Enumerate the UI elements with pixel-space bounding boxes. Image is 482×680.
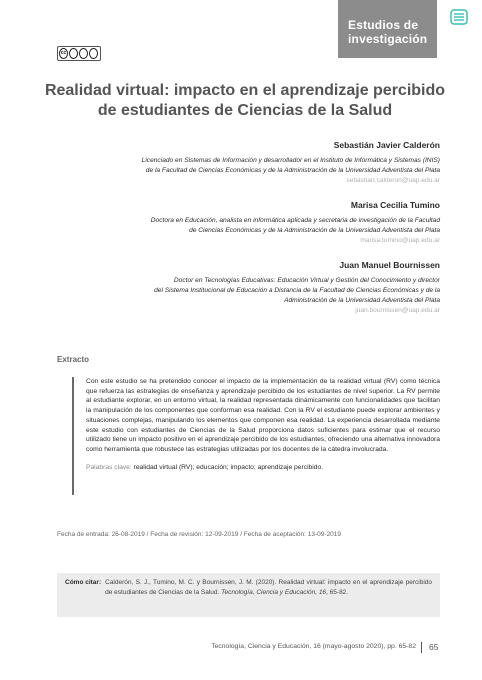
author-affiliation-line: Doctor en Tecnologías Educativas: Educación Virtual y Gestión del Conocimiento y director bbox=[173, 277, 440, 284]
page-number: 65 bbox=[429, 642, 439, 652]
author-affiliation-line: del Sistema Institucional de Educación a Distancia de la Facultad de Ciencias Económicas y de la bbox=[154, 287, 440, 294]
author-affiliation-line: Administración de la Universidad Adventista del Plata bbox=[284, 297, 440, 304]
abstract-accent-bar bbox=[72, 377, 74, 495]
author-email-link[interactable]: sebastian.calderon@uap.edu.ar bbox=[346, 177, 440, 184]
author-name: Juan Manuel Bournissen bbox=[339, 260, 440, 270]
abstract-text: Con este estudio se ha pretendido conocer el impacto de la implementación de la realidad virtual (RV) como técnica que refuerza las estrategias de enseñanza y aprendizaje percibido de los estudiantes de nivel superior. La RV permite al estudiante explorar, en un entorno virtual, la realidad representada dinámicamente con funcionalidades que facilitan la manipulación de los componentes que conforman esa realidad. Con la RV el estudiante puede explorar ambientes y situaciones complejas, manipulando los elementos que componen esa realidad. La experiencia desarrollada mediante este estudio con estudiantes de Ciencias de la Salud proporciona datos suficientes para estimar que el recurso utilizado tiene un impacto positivo en el aprendizaje percibido de los estudiantes, ofreciendo una alternativa innovadora como herramienta que robustece las estrategias utilizadas por los docentes de la cátedra involucrada. bbox=[86, 378, 440, 453]
author-email-link[interactable]: juan.bournissen@uap.edu.ar bbox=[355, 307, 440, 314]
author-affiliation-line: de Ciencias Económicas y de la Administración de la Universidad Adventista del Plata bbox=[189, 227, 440, 234]
submission-dates: Fecha de entrada: 26-08-2019 / Fecha de revisión: 12-09-2019 / Fecha de aceptación: 13-09-2019 bbox=[57, 531, 342, 538]
nd-icon bbox=[89, 48, 98, 59]
section-label-text: Estudios de investigación bbox=[348, 18, 428, 46]
author-block bbox=[62, 140, 440, 186]
author-affiliation-line: Licenciado en Sistemas de Información y desarrollador en el Instituto de Informática y Sistemas (INIS) bbox=[141, 157, 440, 164]
author-block bbox=[62, 200, 440, 246]
cc-icon bbox=[59, 48, 68, 59]
citation-text bbox=[105, 578, 432, 617]
menu-icon[interactable] bbox=[450, 9, 468, 25]
citation-pages: , 65-82. bbox=[326, 588, 349, 596]
author-affiliation-line: Doctora en Educación, analista en informática aplicada y secretaria de investigación de la Facultad bbox=[150, 217, 440, 224]
citation-reference: Calderón, S. J., Tumino, M. C. y Bournissen, J. M. (2020). Realidad virtual: impacto en el aprendizaje percibido de estudiantes de Ciencias de la Salud. bbox=[105, 579, 432, 596]
author-affiliation-line: de la Facultad de Ciencias Económicas y de la Administración de la Universidad Adventista del Plata bbox=[145, 167, 440, 174]
nc-icon bbox=[79, 48, 88, 59]
abstract-body bbox=[86, 377, 440, 472]
author-name: Marisa Cecilia Tumino bbox=[350, 200, 440, 210]
citation-label: Cómo citar: bbox=[65, 579, 102, 586]
author-name: Sebastián Javier Calderón bbox=[333, 140, 440, 150]
footer-divider bbox=[421, 642, 422, 653]
citation-box bbox=[57, 573, 440, 617]
keywords-label: Palabras clave: bbox=[86, 463, 132, 471]
keywords bbox=[86, 463, 440, 473]
citation-journal: Tecnología, Ciencia y Educación, 16 bbox=[221, 588, 327, 596]
cc-icon-text: cc bbox=[60, 50, 67, 56]
footer-journal: Tecnología, Ciencia y Educación, 16 (mayo-agosto 2020), pp. 65-82 bbox=[211, 643, 416, 650]
page-footer bbox=[0, 642, 440, 654]
section-label bbox=[338, 0, 437, 58]
keywords-text: realidad virtual (RV); educación; impacto; aprendizaje percibido. bbox=[133, 463, 324, 471]
author-email-link[interactable]: marisa.tumino@uap.edu.ar bbox=[360, 237, 440, 244]
author-block bbox=[62, 260, 440, 316]
by-icon bbox=[69, 48, 78, 59]
abstract-heading: Extracto bbox=[57, 355, 90, 364]
article-title: Realidad virtual: impacto en el aprendizaje percibido de estudiantes de Ciencias de la Salud bbox=[44, 82, 446, 119]
cc-license-badge[interactable] bbox=[57, 46, 101, 61]
